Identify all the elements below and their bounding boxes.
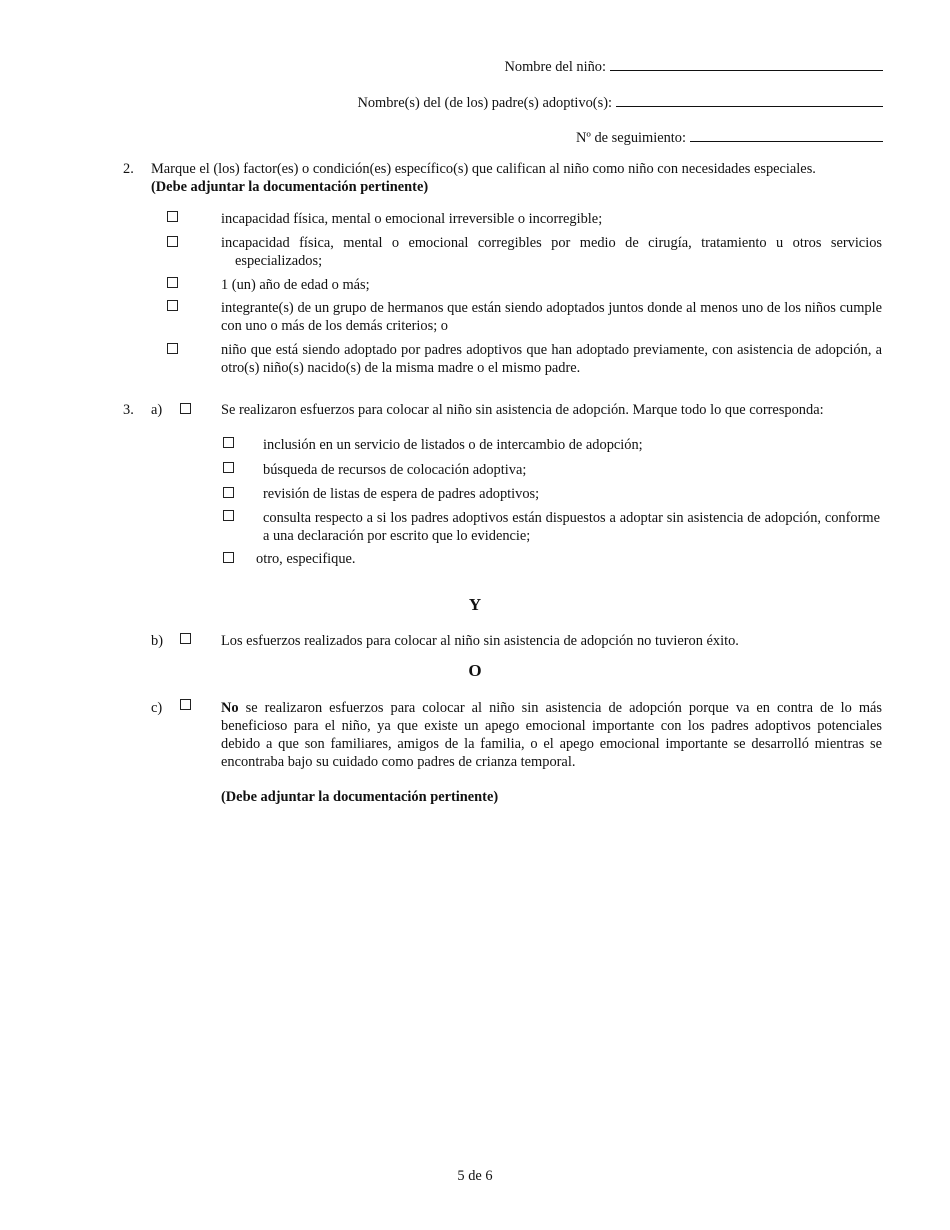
section2-note: (Debe adjuntar la documentación pertinente)	[151, 179, 429, 195]
section2-checkbox-5[interactable]	[167, 343, 178, 354]
section3-a-checkbox-1[interactable]	[223, 437, 234, 448]
page-number: 5 de 6	[457, 1168, 493, 1184]
tracking-number-row	[576, 127, 883, 147]
section2-number: 2.	[123, 161, 134, 177]
section3-c-text: se realizaron esfuerzos para colocar al niño sin asistencia de adopción porque va en contra de lo más beneficioso para el niño, ya que existe un apego emocional importante con los padres adoptivos potenciales debido a que son familiares, amigos de la familia, o el apego emocional importante se desarrolló mientras se encontraba bajo su cuidado como padres de crianza temporal.	[221, 700, 882, 770]
section3-a-checkbox[interactable]	[180, 403, 191, 414]
section3-c-no: No	[221, 700, 239, 716]
section2-intro: Marque el (los) factor(es) o condición(es) específico(s) que califican al niño como niño con necesidades especiales.	[151, 161, 816, 177]
tracking-number-label: Nº de seguimiento:	[576, 130, 686, 146]
tracking-number-field[interactable]	[690, 127, 883, 142]
section2-item-4: integrante(s) de un grupo de hermanos que están siendo adoptados juntos donde al menos uno de los niños cumple con uno o más de los demás criterios; o	[221, 300, 882, 334]
parents-name-label: Nombre(s) del (de los) padre(s) adoptivo(s):	[357, 95, 612, 111]
child-name-row	[504, 56, 883, 76]
or-separator: O	[468, 661, 482, 680]
section3-c-note: (Debe adjuntar la documentación pertinente)	[221, 789, 499, 805]
section2-checkbox-3[interactable]	[167, 277, 178, 288]
section3-a-checkbox-4[interactable]	[223, 510, 234, 521]
section3-number: 3.	[123, 402, 134, 418]
parents-name-row	[357, 92, 883, 112]
section2-checkbox-2[interactable]	[167, 236, 178, 247]
section3-b-text: Los esfuerzos realizados para colocar al niño sin asistencia de adopción no tuvieron éxito.	[221, 633, 739, 649]
section3-a-checkbox-5[interactable]	[223, 552, 234, 563]
child-name-label: Nombre del niño:	[504, 59, 606, 75]
section3-a-item-4: consulta respecto a si los padres adoptivos están dispuestos a adoptar sin asistencia de adopción, conforme a una declaración por escrito que lo evidencie;	[263, 510, 880, 544]
section3-a-checkbox-2[interactable]	[223, 462, 234, 473]
and-separator: Y	[468, 595, 482, 614]
section3-b-checkbox[interactable]	[180, 633, 191, 644]
section2-item-2: incapacidad física, mental o emocional corregibles por medio de cirugía, tratamiento u otros servicios especializados;	[221, 235, 882, 269]
parents-name-field[interactable]	[616, 92, 883, 107]
section2-item-5: niño que está siendo adoptado por padres adoptivos que han adoptado previamente, con asistencia de adopción, a otro(s) niño(s) nacido(s) de la misma madre o el mismo padre.	[221, 342, 882, 376]
section3-b-label: b)	[151, 633, 163, 649]
section3-a-item-1: inclusión en un servicio de listados o de intercambio de adopción;	[263, 437, 643, 453]
section3-c-label: c)	[151, 700, 163, 716]
section3-a-checkbox-3[interactable]	[223, 487, 234, 498]
section2-item-3: 1 (un) año de edad o más;	[221, 277, 370, 293]
section3-c-paragraph	[221, 699, 882, 771]
child-name-field[interactable]	[610, 56, 883, 71]
section2-checkbox-1[interactable]	[167, 211, 178, 222]
section3-a-item-2: búsqueda de recursos de colocación adoptiva;	[263, 462, 527, 478]
section2-checkbox-4[interactable]	[167, 300, 178, 311]
section3-c-checkbox[interactable]	[180, 699, 191, 710]
section3-a-item-5: otro, especifique.	[256, 551, 356, 567]
section3-a-item-3: revisión de listas de espera de padres adoptivos;	[263, 486, 540, 502]
section2-item-1: incapacidad física, mental o emocional irreversible o incorregible;	[221, 211, 603, 227]
section3-a-label: a)	[151, 402, 163, 418]
section3-a-text: Se realizaron esfuerzos para colocar al niño sin asistencia de adopción. Marque todo lo que corresponda:	[221, 402, 824, 418]
